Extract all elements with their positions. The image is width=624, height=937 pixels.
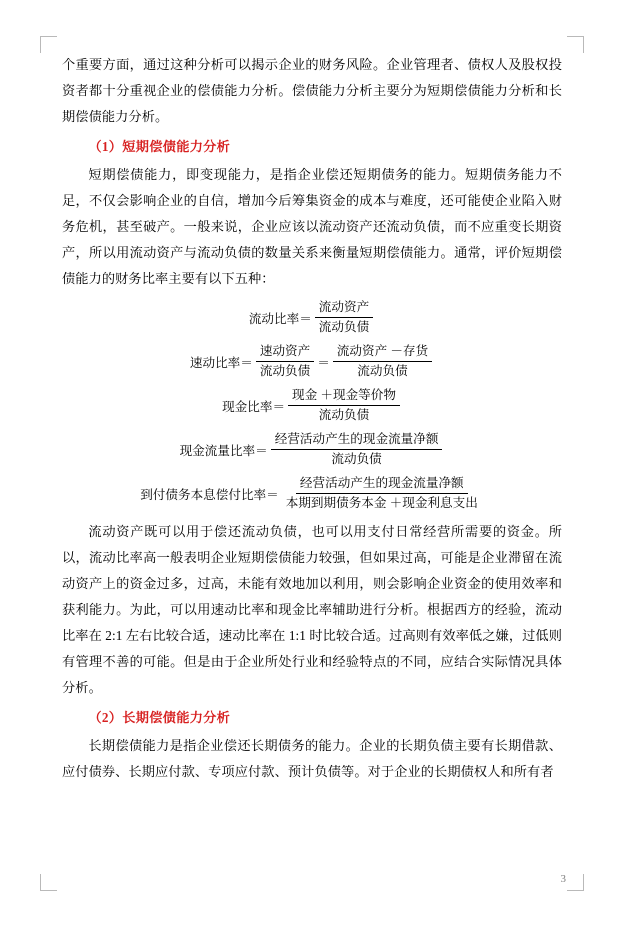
formula-cash-flow-ratio <box>62 431 562 468</box>
formula-quick-ratio-numerator-1: 速动资产 <box>256 343 314 362</box>
formula-cash-ratio-denominator: 流动负债 <box>318 408 370 422</box>
formula-current-ratio-denominator: 流动负债 <box>318 320 370 334</box>
page-number: 3 <box>560 873 566 885</box>
crop-mark-bottom-left <box>40 874 57 891</box>
crop-mark-top-left <box>40 36 57 53</box>
formula-debt-service-ratio-denominator: 本期到期债务本金 ＋现金利息支出 <box>285 496 478 510</box>
formula-quick-ratio-fraction-2 <box>333 343 432 380</box>
heading-short-term-solvency: （1）短期偿债能力分析 <box>88 139 231 154</box>
formula-cash-flow-ratio-label: 现金流量比率＝ <box>179 444 268 458</box>
heading-long-term-solvency: （2）长期偿债能力分析 <box>88 710 231 725</box>
formula-quick-ratio-fraction-1 <box>256 343 314 380</box>
formula-debt-service-ratio-label: 到付债务本息偿付比率＝ <box>140 488 279 502</box>
formula-quick-ratio-numerator-2: 流动资产 －存货 <box>333 343 432 362</box>
formula-quick-ratio-denominator-2: 流动负债 <box>357 364 408 378</box>
formula-cash-ratio-fraction <box>288 387 400 424</box>
formula-current-ratio-label: 流动比率＝ <box>248 312 312 326</box>
paragraph-ratio-discussion: 流动资产既可以用于偿还流动负债，也可以用支付日常经营所需要的资金。所以，流动比率高一般表明企业短期偿债能力较强，但如果过高，可能是企业滞留在流动资产上的资金过多，过高，未能有效地加以利用，则会影响企业资金的使用效率和获利能力。为此，可以用速动比率和现金比率辅助进行分析。根据西方的经验，流动比率在 2:1 左右比较合适，速动比率在 1:1 时比较合适。过高则有效率低之嫌，过低则有管理不善的可能。但是由于企业所处行业和经验特点的不同，应结合实际情况具体分析。 <box>62 524 562 695</box>
formula-quick-ratio-label: 速动比率＝ <box>189 356 253 370</box>
formula-current-ratio-fraction <box>315 299 373 336</box>
paragraph-long-term-solvency: 长期偿债能力是指企业偿还长期债务的能力。企业的长期负债主要有长期借款、应付债券、长期应付款、专项应付款、预计负债等。对于企业的长期债权人和所有者 <box>62 738 562 779</box>
formula-cash-flow-ratio-fraction <box>271 431 443 468</box>
formula-list <box>62 299 562 512</box>
formula-cash-flow-ratio-numerator: 经营活动产生的现金流量净额 <box>271 431 443 450</box>
formula-current-ratio-numerator: 流动资产 <box>315 299 373 318</box>
crop-mark-bottom-right <box>567 874 584 891</box>
formula-debt-service-ratio-fraction <box>282 475 482 512</box>
formula-quick-ratio-denominator-1: 流动负债 <box>259 364 311 378</box>
paragraph-intro: 个重要方面，通过这种分析可以揭示企业的财务风险。企业管理者、债权人及股权投资者都十分重视企业的偿债能力分析。偿债能力分析主要分为短期偿债能力分析和长期偿债能力分析。 <box>62 57 562 124</box>
formula-cash-ratio-numerator: 现金 ＋现金等价物 <box>288 387 400 406</box>
formula-cash-ratio-label: 现金比率＝ <box>222 400 286 414</box>
formula-cash-flow-ratio-denominator: 流动负债 <box>331 452 382 466</box>
crop-mark-top-right <box>567 36 584 53</box>
formula-debt-service-ratio-numerator: 经营活动产生的现金流量净额 <box>296 475 468 494</box>
formula-quick-ratio-equals: ＝ <box>317 356 330 370</box>
formula-debt-service-ratio <box>62 475 562 512</box>
document-body <box>62 52 562 785</box>
formula-quick-ratio <box>62 343 562 380</box>
formula-cash-ratio <box>62 387 562 424</box>
formula-current-ratio <box>62 299 562 336</box>
paragraph-short-term-solvency: 短期偿债能力，即变现能力，是指企业偿还短期债务的能力。短期债务能力不足，不仅会影响企业的自信，增加今后筹集资金的成本与难度，还可能使企业陷入财务危机，甚至破产。一般来说，企业应该以流动资产还流动负债，而不应重变长期资产，所以用流动资产与流动负债的数量关系来衡量短期偿债能力。通常，评价短期偿债能力的财务比率主要有以下五种： <box>62 167 562 286</box>
